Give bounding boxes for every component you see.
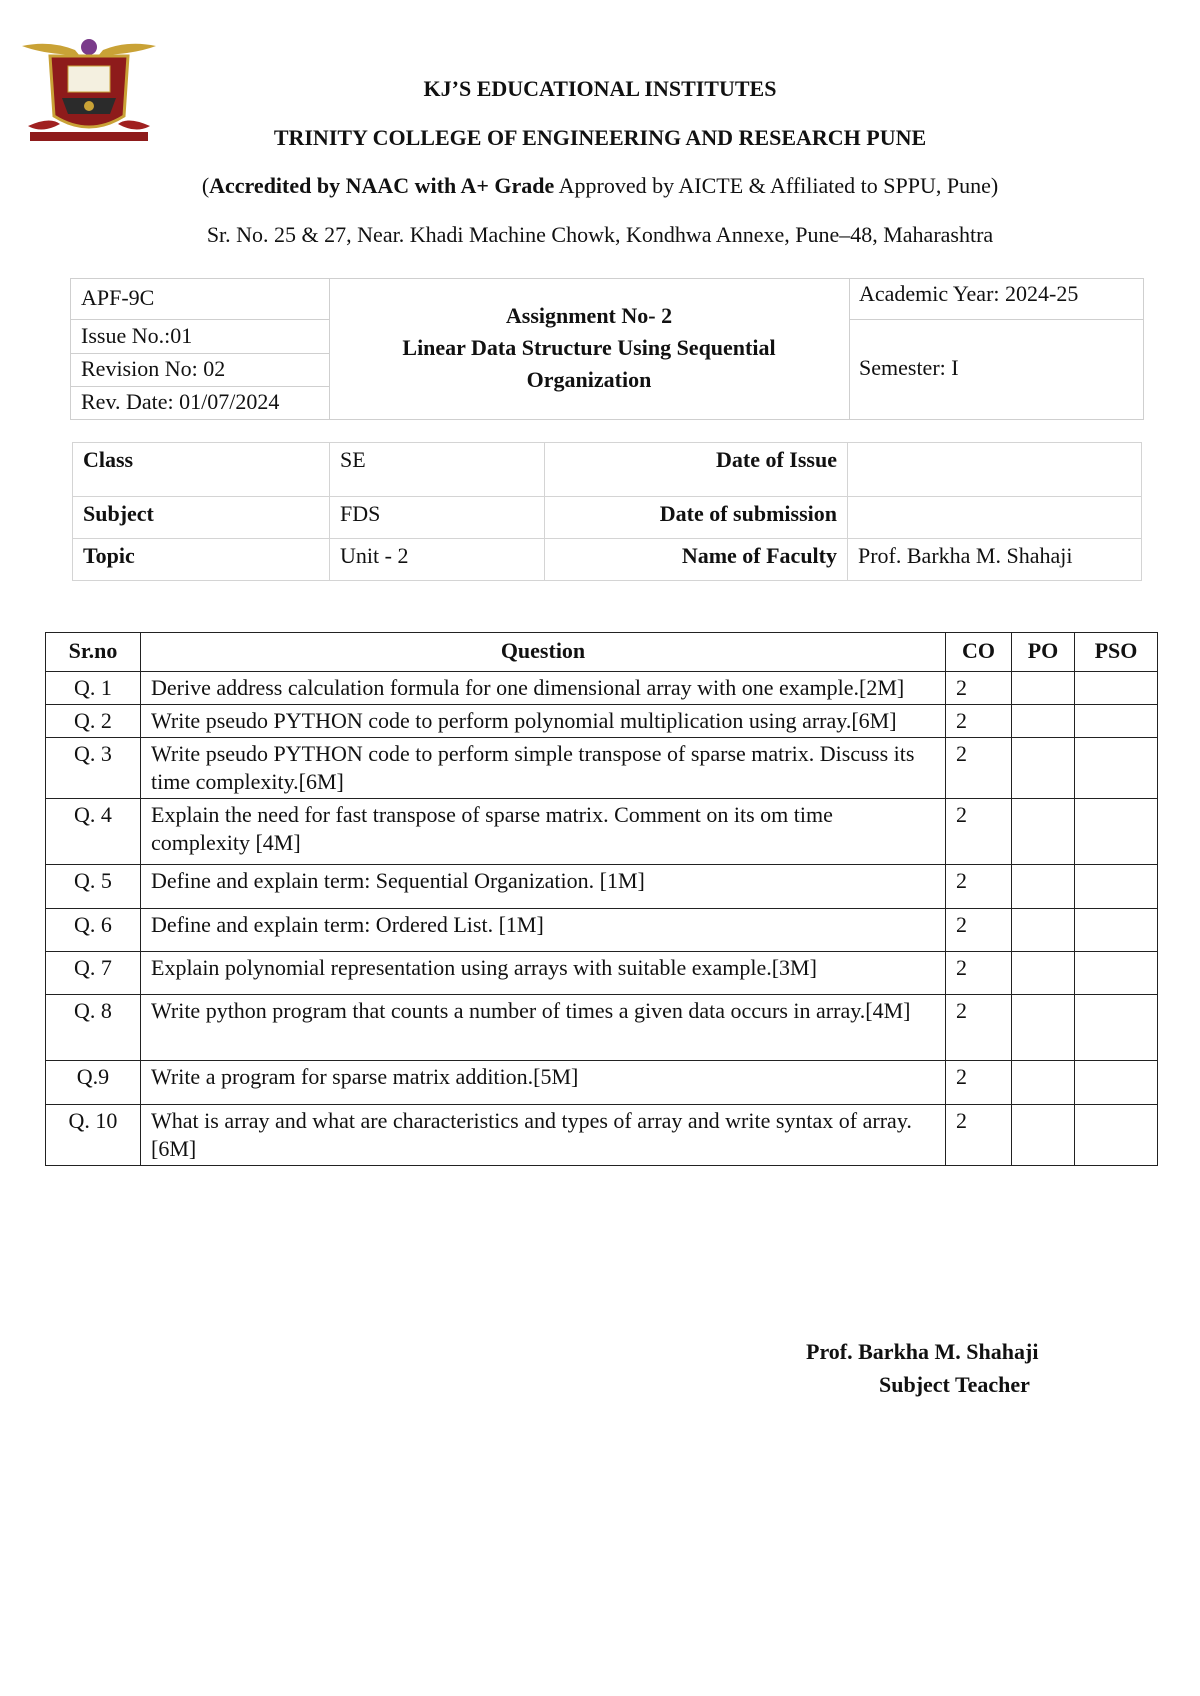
accreditation-line: (Accredited by NAAC with A+ Grade Approved by AICTE & Affiliated to SPPU, Pune) xyxy=(201,173,999,198)
header-po: PO xyxy=(1012,633,1075,672)
signature-role: Subject Teacher xyxy=(879,1372,1030,1397)
question-row xyxy=(46,1105,1158,1166)
question-number: Q. 5 xyxy=(46,865,141,909)
question-text: Write pseudo PYTHON code to perform simple transpose of sparse matrix. Discuss its time complexity.[6M] xyxy=(141,738,946,799)
college-address: Sr. No. 25 & 27, Near. Khadi Machine Chowk, Kondhwa Annexe, Pune–48, Maharashtra xyxy=(206,222,994,247)
question-pso xyxy=(1075,909,1158,952)
question-number: Q. 1 xyxy=(46,672,141,705)
class-label: Class xyxy=(73,443,330,497)
question-po xyxy=(1012,1061,1075,1105)
institute-group-name: KJ’S EDUCATIONAL INSTITUTES xyxy=(423,76,777,101)
class-value: SE xyxy=(330,443,545,497)
question-number: Q. 6 xyxy=(46,909,141,952)
signature-name: Prof. Barkha M. Shahaji xyxy=(806,1339,1039,1364)
date-of-submission-label: Date of submission xyxy=(545,497,848,539)
revision-date: Rev. Date: 01/07/2024 xyxy=(81,389,280,414)
question-row xyxy=(46,952,1158,995)
question-text: Write pseudo PYTHON code to perform polynomial multiplication using array.[6M] xyxy=(141,705,946,738)
question-po xyxy=(1012,672,1075,705)
question-text: Write a program for sparse matrix addition.[5M] xyxy=(141,1061,946,1105)
question-text: Explain the need for fast transpose of sparse matrix. Comment on its om time complexity [4M] xyxy=(141,799,946,865)
question-co: 2 xyxy=(946,672,1012,705)
question-co: 2 xyxy=(946,738,1012,799)
assignment-details-table xyxy=(72,442,1142,581)
form-code: APF-9C xyxy=(81,285,155,310)
question-po xyxy=(1012,952,1075,995)
question-text: Derive address calculation formula for one dimensional array with one example.[2M] xyxy=(141,672,946,705)
question-po xyxy=(1012,1105,1075,1166)
header-co: CO xyxy=(946,633,1012,672)
question-row xyxy=(46,865,1158,909)
question-co: 2 xyxy=(946,995,1012,1061)
question-number: Q. 2 xyxy=(46,705,141,738)
question-row xyxy=(46,705,1158,738)
subject-label: Subject xyxy=(73,497,330,539)
question-row xyxy=(46,909,1158,952)
question-pso xyxy=(1075,1061,1158,1105)
question-number: Q. 8 xyxy=(46,995,141,1061)
question-row xyxy=(46,799,1158,865)
assignment-title: Assignment No- 2 xyxy=(505,303,673,328)
question-number: Q. 4 xyxy=(46,799,141,865)
college-name: TRINITY COLLEGE OF ENGINEERING AND RESEARCH PUNE xyxy=(273,125,927,150)
question-co: 2 xyxy=(946,909,1012,952)
question-row xyxy=(46,1061,1158,1105)
question-po xyxy=(1012,799,1075,865)
subject-value: FDS xyxy=(330,497,545,539)
question-row xyxy=(46,995,1158,1061)
question-row xyxy=(46,738,1158,799)
academic-year: Academic Year: 2024-25 xyxy=(859,281,1079,306)
question-po xyxy=(1012,705,1075,738)
question-pso xyxy=(1075,995,1158,1061)
form-info-table xyxy=(70,278,1144,420)
question-number: Q. 3 xyxy=(46,738,141,799)
date-of-submission-value xyxy=(848,497,1142,539)
assignment-subtitle-cont: Organization xyxy=(526,367,652,392)
question-text: Write python program that counts a number of times a given data occurs in array.[4M] xyxy=(141,995,946,1061)
question-pso xyxy=(1075,865,1158,909)
question-pso xyxy=(1075,738,1158,799)
question-number: Q.9 xyxy=(46,1061,141,1105)
date-of-issue-label: Date of Issue xyxy=(545,443,848,497)
assignment-subtitle: Linear Data Structure Using Sequential xyxy=(402,335,776,360)
question-po xyxy=(1012,865,1075,909)
question-number: Q. 10 xyxy=(46,1105,141,1166)
question-co: 2 xyxy=(946,1061,1012,1105)
question-co: 2 xyxy=(946,952,1012,995)
question-co: 2 xyxy=(946,1105,1012,1166)
semester: Semester: I xyxy=(859,355,959,380)
question-po xyxy=(1012,995,1075,1061)
topic-label: Topic xyxy=(73,539,330,581)
header-pso: PSO xyxy=(1075,633,1158,672)
date-of-issue-value xyxy=(848,443,1142,497)
questions-table xyxy=(45,632,1158,1166)
question-co: 2 xyxy=(946,705,1012,738)
revision-number: Revision No: 02 xyxy=(81,356,226,381)
topic-value: Unit - 2 xyxy=(330,539,545,581)
question-number: Q. 7 xyxy=(46,952,141,995)
question-text: What is array and what are characteristics and types of array and write syntax of array.[6M] xyxy=(141,1105,946,1166)
faculty-value: Prof. Barkha M. Shahaji xyxy=(848,539,1142,581)
question-row xyxy=(46,672,1158,705)
issue-number: Issue No.:01 xyxy=(81,323,193,348)
question-pso xyxy=(1075,952,1158,995)
faculty-label: Name of Faculty xyxy=(545,539,848,581)
question-pso xyxy=(1075,705,1158,738)
question-co: 2 xyxy=(946,865,1012,909)
question-text: Define and explain term: Ordered List. [1M] xyxy=(141,909,946,952)
question-pso xyxy=(1075,1105,1158,1166)
header-question: Question xyxy=(141,633,946,672)
question-pso xyxy=(1075,672,1158,705)
question-po xyxy=(1012,738,1075,799)
question-text: Define and explain term: Sequential Organization. [1M] xyxy=(141,865,946,909)
question-po xyxy=(1012,909,1075,952)
header-sr-no: Sr.no xyxy=(46,633,141,672)
question-co: 2 xyxy=(946,799,1012,865)
question-text: Explain polynomial representation using arrays with suitable example.[3M] xyxy=(141,952,946,995)
question-pso xyxy=(1075,799,1158,865)
